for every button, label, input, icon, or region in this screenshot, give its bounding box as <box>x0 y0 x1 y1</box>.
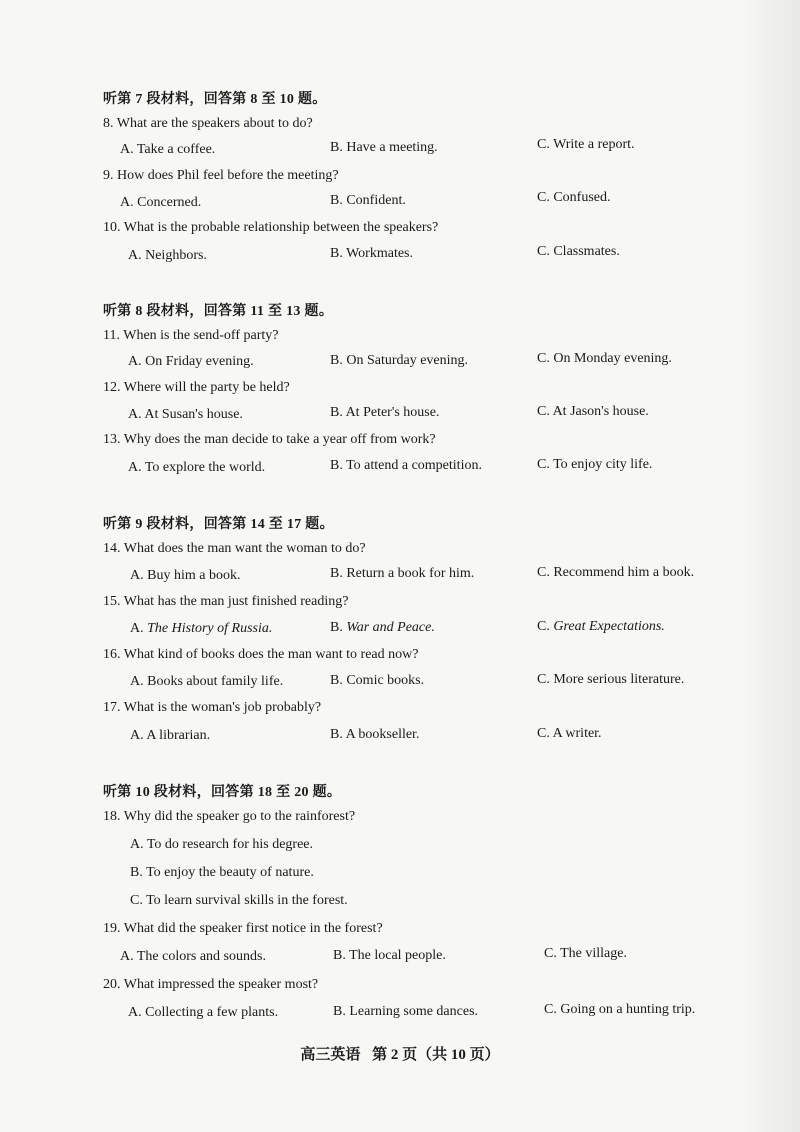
option-12a: A. At Susan's house. <box>128 407 243 422</box>
question-15: 15. What has the man just finished reading? <box>103 594 349 609</box>
question-10: 10. What is the probable relationship between the speakers? <box>103 220 439 235</box>
footer-page-number: 第 2 页（共 10 页） <box>372 1047 500 1063</box>
page-footer <box>0 1043 800 1064</box>
option-18a: A. To do research for his degree. <box>130 837 314 852</box>
option-13c: C. To enjoy city life. <box>537 457 653 472</box>
book-title: War and Peace. <box>346 620 435 635</box>
option-15b <box>330 620 435 636</box>
section-title: 听第 10 段材料，回答第 18 至 20 题。 <box>103 785 342 800</box>
option-11b: B. On Saturday evening. <box>330 353 469 368</box>
option-15a <box>130 621 272 637</box>
option-16b: B. Comic books. <box>330 673 425 688</box>
option-14b: B. Return a book for him. <box>330 566 475 581</box>
option-letter: B. <box>330 620 347 635</box>
section-title: 听第 7 段材料，回答第 8 至 10 题。 <box>103 92 327 107</box>
option-15c <box>537 619 665 635</box>
question-9: 9. How does Phil feel before the meeting? <box>103 168 339 183</box>
option-13a: A. To explore the world. <box>128 460 266 475</box>
option-17a: A. A librarian. <box>130 728 211 743</box>
option-18b: B. To enjoy the beauty of nature. <box>130 865 314 880</box>
option-8a: A. Take a coffee. <box>120 142 216 157</box>
option-20c: C. Going on a hunting trip. <box>544 1002 696 1017</box>
section-title: 听第 8 段材料，回答第 11 至 13 题。 <box>103 304 334 319</box>
option-20b: B. Learning some dances. <box>333 1004 479 1019</box>
option-18c: C. To learn survival skills in the forest. <box>130 893 348 908</box>
option-13b: B. To attend a competition. <box>330 458 482 473</box>
footer-subject: 高三英语 <box>300 1047 361 1063</box>
question-19: 19. What did the speaker first notice in the forest? <box>103 921 383 936</box>
option-14a: A. Buy him a book. <box>130 568 241 583</box>
option-9c: C. Confused. <box>537 190 611 205</box>
option-17c: C. A writer. <box>537 726 602 741</box>
option-12c: C. At Jason's house. <box>537 404 649 419</box>
option-10a: A. Neighbors. <box>128 248 207 263</box>
option-8c: C. Write a report. <box>537 137 635 152</box>
option-9a: A. Concerned. <box>120 195 202 210</box>
option-9b: B. Confident. <box>330 193 406 208</box>
question-11: 11. When is the send-off party? <box>103 328 279 343</box>
option-19a: A. The colors and sounds. <box>120 949 266 964</box>
option-10c: C. Classmates. <box>537 244 620 259</box>
option-10b: B. Workmates. <box>330 246 413 261</box>
option-8b: B. Have a meeting. <box>330 140 438 155</box>
question-13: 13. Why does the man decide to take a year off from work? <box>103 432 436 447</box>
question-12: 12. Where will the party be held? <box>103 380 290 395</box>
option-letter: C. <box>537 619 554 634</box>
question-20: 20. What impressed the speaker most? <box>103 977 319 992</box>
book-title: The History of Russia. <box>147 621 273 636</box>
option-letter: A. <box>130 621 148 636</box>
question-17: 17. What is the woman's job probably? <box>103 700 322 715</box>
option-19b: B. The local people. <box>333 948 446 963</box>
question-8: 8. What are the speakers about to do? <box>103 116 313 131</box>
option-20a: A. Collecting a few plants. <box>128 1005 279 1020</box>
question-14: 14. What does the man want the woman to do? <box>103 541 366 556</box>
question-18: 18. Why did the speaker go to the rainforest? <box>103 809 356 824</box>
option-11a: A. On Friday evening. <box>128 354 254 369</box>
option-19c: C. The village. <box>544 946 627 961</box>
book-title: Great Expectations. <box>553 619 665 634</box>
question-16: 16. What kind of books does the man want to read now? <box>103 647 419 662</box>
scan-edge-shadow <box>740 0 800 1132</box>
option-17b: B. A bookseller. <box>330 727 420 742</box>
option-12b: B. At Peter's house. <box>330 405 440 420</box>
option-11c: C. On Monday evening. <box>537 351 672 366</box>
section-title: 听第 9 段材料，回答第 14 至 17 题。 <box>103 517 334 532</box>
option-16a: A. Books about family life. <box>130 674 284 689</box>
option-14c: C. Recommend him a book. <box>537 565 695 580</box>
option-16c: C. More serious literature. <box>537 672 685 687</box>
